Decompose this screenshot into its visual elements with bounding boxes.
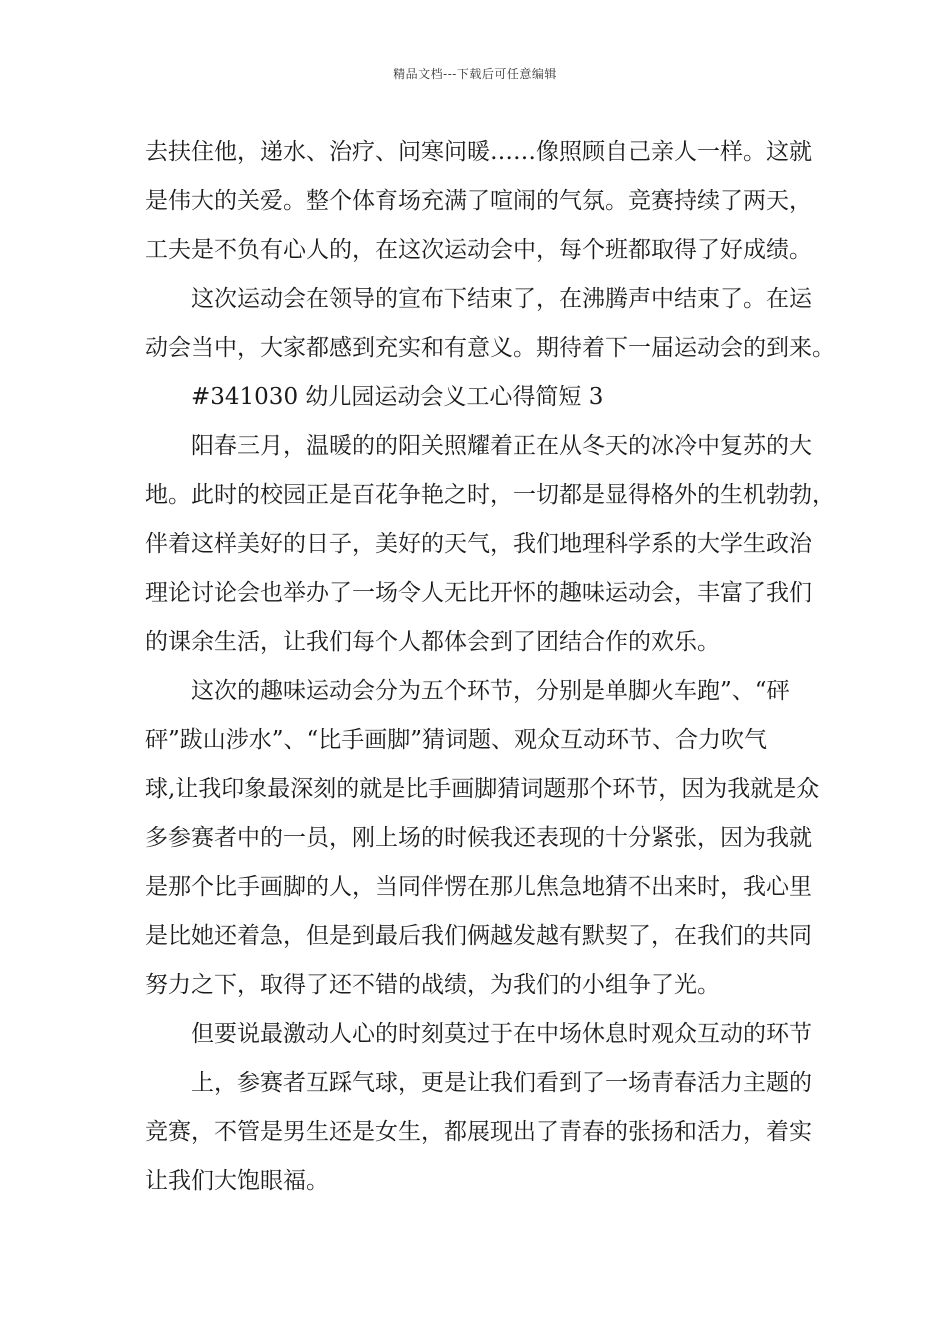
text-line: 但要说最激动人心的时刻莫过于在中场休息时观众互动的环节 [191, 1021, 812, 1047]
page-header: 精品文档---下载后可任意编辑 [393, 67, 557, 81]
text-line: 工夫是不负有心人的，在这次运动会中，每个班都取得了好成绩。 [145, 237, 812, 263]
text-line: 动会当中，大家都感到充实和有意义。期待着下一届运动会的到来。 [145, 335, 835, 361]
text-line: 上，参赛者互踩气球，更是让我们看到了一场青春活力主题的 [191, 1070, 812, 1096]
text-line: 努力之下，取得了还不错的战绩，为我们的小组争了光。 [145, 972, 720, 998]
text-line: 去扶住他，递水、治疗、问寒问暖……像照顾自己亲人一样。这就 [145, 139, 812, 165]
text-line: 让我们大饱眼福。 [145, 1168, 329, 1194]
text-line: 这次的趣味运动会分为五个环节，分别是单脚火车跑”、“砰 [191, 678, 790, 704]
text-line: 的课余生活，让我们每个人都体会到了团结合作的欢乐。 [145, 629, 720, 655]
text-line: 竞赛，不管是男生还是女生，都展现出了青春的张扬和活力，着实 [145, 1119, 812, 1145]
text-line: 是那个比手画脚的人，当同伴愣在那儿焦急地猜不出来时，我心里 [145, 874, 812, 900]
text-line: 地。此时的校园正是百花争艳之时，一切都是显得格外的生机勃勃， [145, 482, 835, 508]
text-line: 理论讨论会也举办了一场令人无比开怀的趣味运动会，丰富了我们 [145, 580, 812, 606]
document-body [145, 128, 835, 1206]
text-line: 多参赛者中的一员，刚上场的时候我还表现的十分紧张，因为我就 [145, 825, 812, 851]
text-line: 伴着这样美好的日子，美好的天气，我们地理科学系的大学生政治 [145, 531, 812, 557]
text-line: 是伟大的关爱。整个体育场充满了喧闹的气氛。竞赛持续了两天， [145, 188, 812, 214]
text-line: 是比她还着急，但是到最后我们俩越发越有默契了，在我们的共同 [145, 923, 812, 949]
text-line: 球,让我印象最深刻的就是比手画脚猜词题那个环节，因为我就是众 [145, 776, 820, 802]
text-line: 这次运动会在领导的宣布下结束了，在沸腾声中结束了。在运 [191, 286, 812, 312]
section-heading: #341030 幼儿园运动会义工心得简短 3 [191, 384, 604, 410]
text-line: 砰”跋山涉水”、“比手画脚”猜词题、观众互动环节、合力吹气 [145, 727, 768, 753]
text-line: 阳春三月，温暖的的阳关照耀着正在从冬天的冰冷中复苏的大 [191, 433, 812, 459]
